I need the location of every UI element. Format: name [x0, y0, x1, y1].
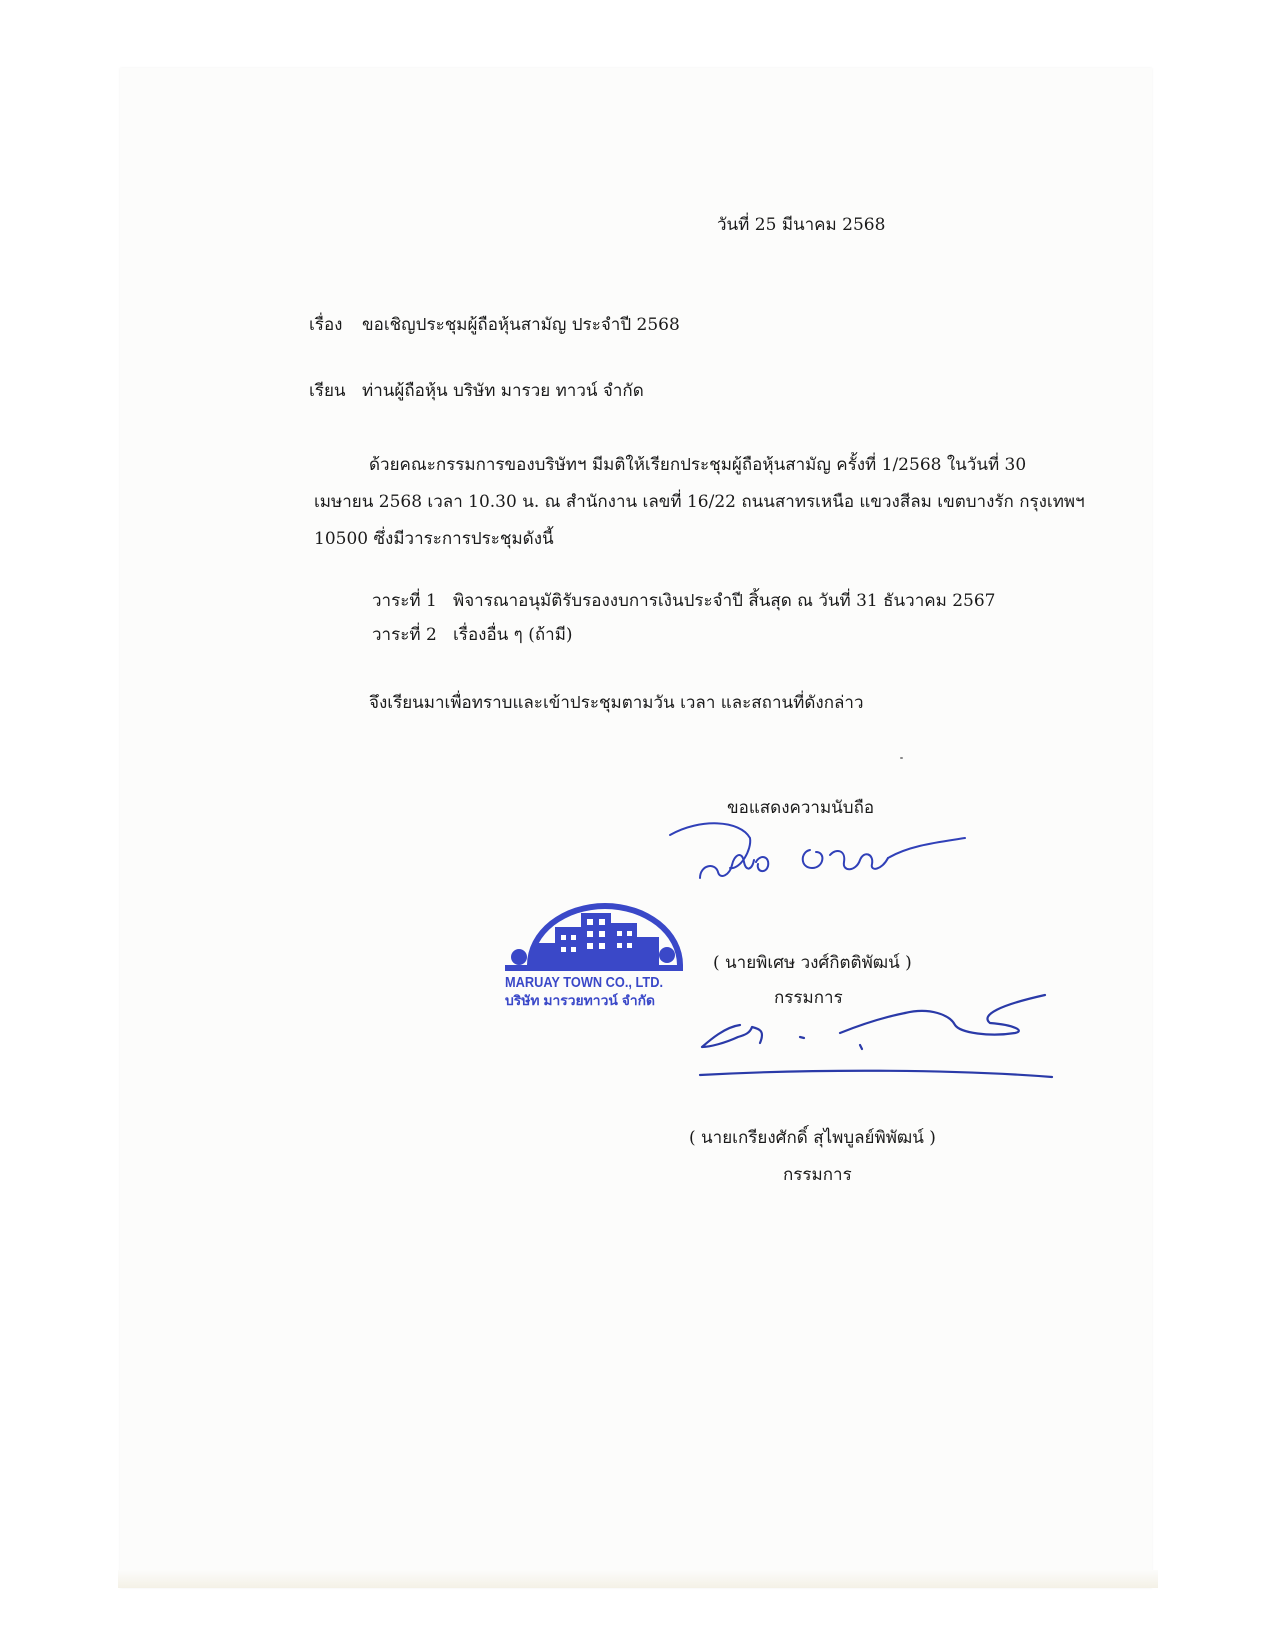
- subject-text: ขอเชิญประชุมผู้ถือหุ้นสามัญ ประจำปี 2568: [362, 315, 680, 335]
- agenda-number-2: วาระที่ 2: [372, 625, 437, 645]
- agenda-number-1: วาระที่ 1: [372, 591, 437, 611]
- body-line-3: 10500 ซึ่งมีวาระการประชุมดังนี้: [314, 529, 554, 549]
- closing-sentence: จึงเรียนมาเพื่อทราบและเข้าประชุมตามวัน เวลา และสถานที่ดังกล่าว: [369, 693, 864, 713]
- page-bottom-edge: [118, 1570, 1158, 1588]
- body-line-1: ด้วยคณะกรรมการของบริษัทฯ มีมติให้เรียกประชุมผู้ถือหุ้นสามัญ ครั้งที่ 1/2568 ในวันที่ 30: [369, 455, 1027, 475]
- document-page: [120, 68, 1152, 1588]
- recipient-label: เรียน: [309, 381, 346, 401]
- letter-date: วันที่ 25 มีนาคม 2568: [717, 215, 886, 235]
- signatory-1-title: กรรมการ: [774, 988, 843, 1008]
- recipient-text: ท่านผู้ถือหุ้น บริษัท มารวย ทาวน์ จำกัด: [362, 381, 644, 401]
- signatory-2-name: ( นายเกรียงศักดิ์ สุไพบูลย์พิพัฒน์ ): [689, 1128, 936, 1148]
- signatory-1-name: ( นายพิเศษ วงศ์กิตติพัฒน์ ): [713, 953, 912, 973]
- stamp-thai-text: บริษัท มารวยทาวน์ จำกัด: [505, 993, 655, 1008]
- regards-text: ขอแสดงความนับถือ: [727, 798, 875, 818]
- body-line-2: เมษายน 2568 เวลา 10.30 น. ณ สำนักงาน เลขที่ 16/22 ถนนสาทรเหนือ แขวงสีลม เขตบางรัก กรุงเทพฯ: [314, 492, 1085, 512]
- agenda-text-2: เรื่องอื่น ๆ (ถ้ามี): [453, 625, 573, 645]
- signature-1: [660, 810, 990, 910]
- agenda-text-1: พิจารณาอนุมัติรับรองงบการเงินประจำปี สิ้นสุด ณ วันที่ 31 ธันวาคม 2567: [453, 591, 996, 611]
- subject-label: เรื่อง: [309, 315, 343, 335]
- signature-2: [690, 985, 1070, 1095]
- signatory-2-title: กรรมการ: [783, 1165, 852, 1185]
- company-stamp: [505, 895, 705, 1020]
- stamp-english-text: MARUAY TOWN CO., LTD.: [505, 975, 663, 991]
- paper-speck: [900, 757, 903, 759]
